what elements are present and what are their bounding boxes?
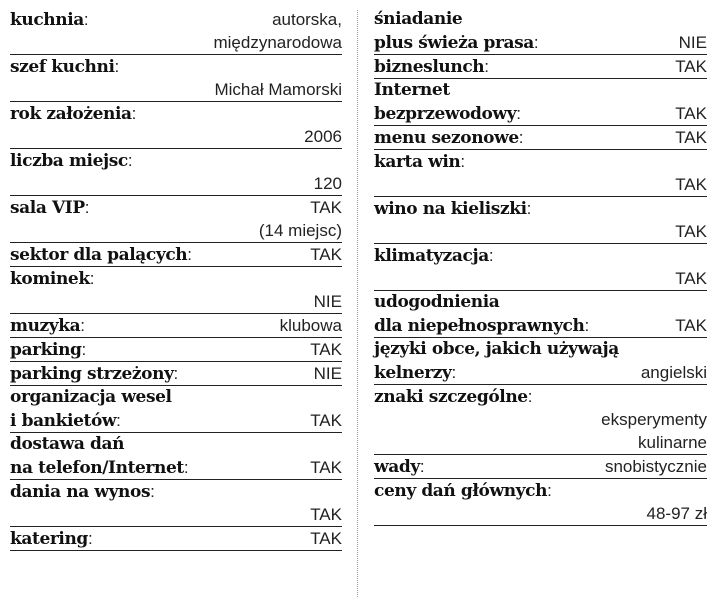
entry-label: dla niepełnosprawnych bbox=[374, 316, 585, 336]
entry-line bbox=[374, 431, 707, 454]
entry-label: sala VIP bbox=[10, 198, 85, 218]
entry-label-group bbox=[10, 433, 124, 456]
entry-line bbox=[374, 55, 707, 78]
label-colon: : bbox=[451, 363, 457, 382]
entry-line bbox=[10, 290, 342, 313]
entry-line bbox=[10, 8, 342, 31]
entry-label-group bbox=[374, 31, 539, 55]
entry-value: NIE bbox=[313, 364, 342, 383]
entry-line bbox=[10, 314, 342, 337]
entry-udogodnienia bbox=[374, 291, 707, 338]
entry-value: TAK bbox=[675, 316, 707, 335]
label-colon: : bbox=[131, 104, 137, 123]
entry-label: szef kuchni bbox=[10, 57, 115, 77]
entry-value: TAK bbox=[310, 529, 342, 548]
entry-label: wino na kieliszki bbox=[374, 199, 527, 219]
entry-line bbox=[374, 291, 707, 314]
entry-line bbox=[374, 150, 707, 173]
label-colon: : bbox=[526, 199, 532, 218]
entry-label: ceny dań głównych bbox=[374, 481, 548, 501]
entry-line bbox=[374, 385, 707, 408]
entry-line bbox=[374, 220, 707, 243]
entry-label-group bbox=[374, 361, 456, 385]
entry-label-group bbox=[10, 480, 155, 504]
entry-line bbox=[10, 196, 342, 219]
entry-line bbox=[374, 479, 707, 502]
entry-karta-win bbox=[374, 150, 707, 197]
label-colon: : bbox=[484, 57, 489, 76]
label-colon: : bbox=[187, 245, 192, 264]
entry-label: bizneslunch bbox=[374, 57, 485, 77]
entry-value: TAK bbox=[675, 57, 707, 76]
entry-value: Michał Mamorski bbox=[214, 80, 342, 99]
label-colon: : bbox=[84, 198, 90, 217]
label-colon: : bbox=[173, 364, 179, 383]
entry-label-group bbox=[374, 126, 524, 150]
entry-label: parking strzeżony bbox=[10, 364, 174, 384]
entry-value: 2006 bbox=[304, 127, 342, 146]
entry-line bbox=[374, 197, 707, 220]
entry-label-group bbox=[374, 244, 494, 268]
entry-line bbox=[10, 362, 342, 385]
entry-line bbox=[10, 267, 342, 290]
entry-label: liczba miejsc bbox=[10, 151, 128, 171]
entry-line bbox=[10, 102, 342, 125]
entry-label: menu sezonowe bbox=[374, 128, 519, 148]
entry-value: NIE bbox=[313, 292, 342, 311]
entry-parking bbox=[10, 338, 342, 362]
entry-label: klimatyzacja bbox=[374, 246, 489, 266]
entry-kuchnia bbox=[10, 8, 342, 55]
entry-label: muzyka bbox=[10, 316, 81, 336]
label-colon: : bbox=[518, 128, 524, 147]
entry-value: snobistycznie bbox=[604, 457, 707, 476]
entry-label: języki obce, jakich używają bbox=[374, 339, 619, 359]
entry-value: TAK bbox=[675, 128, 707, 147]
entry-line bbox=[374, 31, 707, 54]
left-column bbox=[10, 8, 342, 551]
entry-value: TAK bbox=[675, 269, 707, 288]
entry-line bbox=[10, 55, 342, 78]
entry-ceny-dan-glownych bbox=[374, 479, 707, 526]
entry-label-group bbox=[374, 79, 450, 102]
entry-label: organizacja wesel bbox=[10, 387, 172, 407]
entry-value: TAK bbox=[675, 222, 707, 241]
entry-label: plus świeża prasa bbox=[374, 33, 534, 53]
entry-label: Internet bbox=[374, 80, 450, 100]
entry-znaki-szczegolne bbox=[374, 385, 707, 455]
label-colon: : bbox=[533, 33, 539, 52]
entry-label-group bbox=[10, 456, 189, 480]
entry-label-group bbox=[374, 385, 532, 409]
entry-value: eksperymenty bbox=[601, 410, 707, 429]
entry-line bbox=[10, 409, 342, 432]
entry-label-group bbox=[10, 267, 94, 291]
entry-line bbox=[10, 149, 342, 172]
entry-line bbox=[10, 172, 342, 195]
entry-label-group bbox=[374, 102, 521, 126]
label-colon: : bbox=[488, 246, 494, 265]
label-colon: : bbox=[150, 482, 155, 501]
entry-value: autorska, bbox=[272, 10, 342, 29]
label-colon: : bbox=[116, 411, 121, 430]
entry-value: międzynarodowa bbox=[213, 33, 342, 52]
entry-muzyka bbox=[10, 314, 342, 338]
label-colon: : bbox=[114, 57, 120, 76]
entry-label-group bbox=[374, 197, 531, 221]
entry-value: TAK bbox=[675, 104, 707, 123]
entry-label-group bbox=[374, 150, 465, 174]
entry-line bbox=[10, 386, 342, 409]
entry-label-group bbox=[10, 243, 192, 267]
column-divider bbox=[357, 10, 358, 597]
entry-label-group bbox=[374, 314, 589, 338]
entry-value: klubowa bbox=[279, 316, 342, 335]
entry-label: wady bbox=[374, 457, 420, 477]
entry-line bbox=[10, 243, 342, 266]
entry-label: udogodnienia bbox=[374, 292, 500, 312]
entry-line bbox=[10, 503, 342, 526]
entry-rok-zalozenia bbox=[10, 102, 342, 149]
entry-label-group bbox=[10, 314, 85, 338]
entry-label-group bbox=[374, 55, 489, 79]
entry-wady bbox=[374, 455, 707, 479]
entry-line bbox=[374, 314, 707, 337]
entry-label: na telefon/Internet bbox=[10, 458, 184, 478]
entry-label: sektor dla palących bbox=[10, 245, 188, 265]
entry-label: kelnerzy bbox=[374, 363, 452, 383]
label-colon: : bbox=[80, 316, 86, 335]
entry-line bbox=[10, 219, 342, 242]
entry-line bbox=[10, 433, 342, 456]
entry-label-group bbox=[10, 386, 172, 409]
label-colon: : bbox=[81, 340, 87, 359]
entry-label: bezprzewodowy bbox=[374, 104, 517, 124]
entry-line bbox=[374, 455, 707, 478]
entry-value: TAK bbox=[675, 175, 707, 194]
label-colon: : bbox=[83, 10, 89, 29]
entry-line bbox=[374, 8, 707, 31]
entry-label: parking bbox=[10, 340, 82, 360]
entry-value: angielski bbox=[640, 363, 707, 382]
entry-label-group bbox=[374, 479, 552, 503]
entry-organizacja-wesel bbox=[10, 386, 342, 433]
entry-value: 48-97 zł bbox=[646, 504, 707, 523]
entry-value: TAK bbox=[310, 198, 342, 217]
entry-label-group bbox=[10, 362, 178, 386]
label-colon: : bbox=[89, 269, 95, 288]
entry-klimatyzacja bbox=[374, 244, 707, 291]
entry-line bbox=[374, 361, 707, 384]
entry-wino-na-kieliszki bbox=[374, 197, 707, 244]
entry-label-group bbox=[10, 55, 119, 79]
entry-label-group bbox=[10, 8, 89, 32]
entry-label-group bbox=[10, 409, 121, 433]
entry-line bbox=[10, 338, 342, 361]
entry-value: 120 bbox=[313, 174, 342, 193]
entry-value: NIE bbox=[678, 33, 707, 52]
entry-line bbox=[374, 79, 707, 102]
entry-value: (14 miejsc) bbox=[258, 221, 342, 240]
entry-bizneslunch bbox=[374, 55, 707, 79]
label-colon: : bbox=[183, 458, 189, 477]
entry-menu-sezonowe bbox=[374, 126, 707, 150]
label-colon: : bbox=[584, 316, 590, 335]
entry-parking-strzezony bbox=[10, 362, 342, 386]
entry-label: karta win bbox=[374, 152, 461, 172]
entry-label: katering bbox=[10, 529, 88, 549]
entry-value: TAK bbox=[310, 411, 342, 430]
entry-sala-vip bbox=[10, 196, 342, 243]
entry-value: TAK bbox=[310, 245, 342, 264]
entry-line bbox=[10, 480, 342, 503]
entry-label-group bbox=[374, 455, 425, 479]
entry-szef-kuchni bbox=[10, 55, 342, 102]
entry-line bbox=[10, 456, 342, 479]
entry-line bbox=[374, 267, 707, 290]
label-colon: : bbox=[527, 387, 533, 406]
entry-value: TAK bbox=[310, 458, 342, 477]
entry-label-group bbox=[374, 338, 619, 361]
label-colon: : bbox=[460, 152, 466, 171]
label-colon: : bbox=[127, 151, 133, 170]
entry-value: TAK bbox=[310, 340, 342, 359]
entry-jezyki-obce-jakich-uzywaja bbox=[374, 338, 707, 385]
entry-line bbox=[10, 78, 342, 101]
entry-label: śniadanie bbox=[374, 9, 463, 29]
label-colon: : bbox=[419, 457, 425, 476]
entry-label-group bbox=[10, 102, 136, 126]
entry-internet bbox=[374, 79, 707, 126]
label-colon: : bbox=[516, 104, 521, 123]
entry-label: znaki szczególne bbox=[374, 387, 528, 407]
entry-sektor-dla-palacych bbox=[10, 243, 342, 267]
entry-line bbox=[374, 244, 707, 267]
entry-line bbox=[374, 173, 707, 196]
entry-label: kuchnia bbox=[10, 10, 84, 30]
entry-sniadanie bbox=[374, 8, 707, 55]
entry-value: kulinarne bbox=[638, 433, 707, 452]
entry-dostawa-dan bbox=[10, 433, 342, 480]
entry-line bbox=[10, 125, 342, 148]
entry-label-group bbox=[10, 149, 133, 173]
entry-label-group bbox=[374, 8, 462, 31]
right-column bbox=[374, 8, 707, 526]
entry-katering bbox=[10, 527, 342, 551]
entry-line bbox=[374, 502, 707, 525]
entry-line bbox=[10, 527, 342, 550]
entry-dania-na-wynos bbox=[10, 480, 342, 527]
entry-label: i bankietów bbox=[10, 411, 117, 431]
entry-line bbox=[374, 338, 707, 361]
entry-line bbox=[374, 126, 707, 149]
entry-label: rok założenia bbox=[10, 104, 132, 124]
entry-label-group bbox=[10, 338, 86, 362]
entry-liczba-miejsc bbox=[10, 149, 342, 196]
label-colon: : bbox=[547, 481, 552, 500]
entry-label: dostawa dań bbox=[10, 434, 125, 454]
entry-value: TAK bbox=[310, 505, 342, 524]
entry-label-group bbox=[374, 291, 499, 314]
entry-label: dania na wynos bbox=[10, 482, 151, 502]
entry-kominek bbox=[10, 267, 342, 314]
entry-label-group bbox=[10, 196, 89, 220]
entry-line bbox=[374, 408, 707, 431]
entry-line bbox=[374, 102, 707, 125]
entry-label: kominek bbox=[10, 269, 90, 289]
entry-label-group bbox=[10, 527, 93, 551]
entry-line bbox=[10, 31, 342, 54]
label-colon: : bbox=[87, 529, 93, 548]
